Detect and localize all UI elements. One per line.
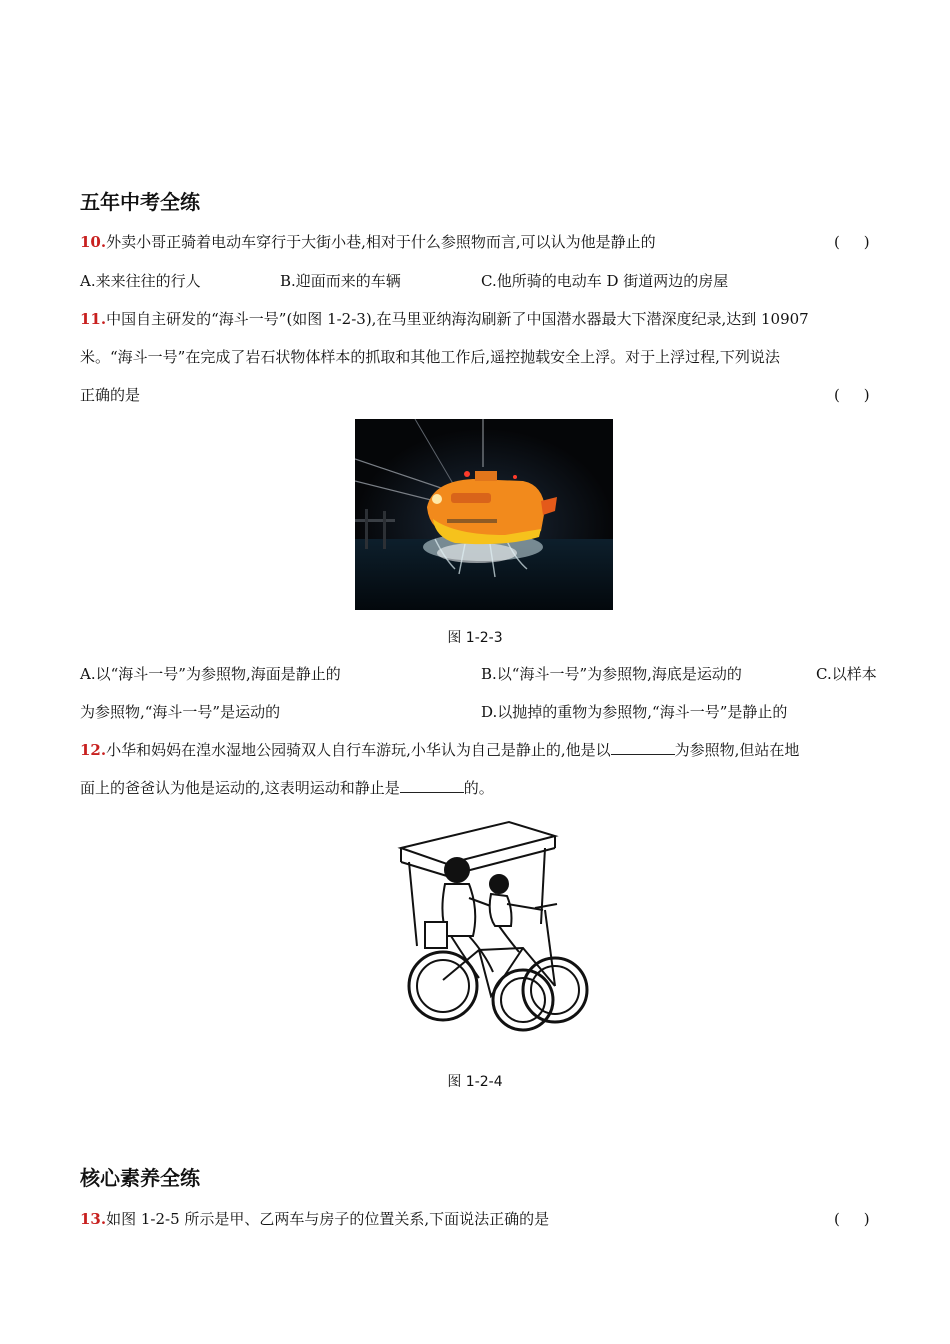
option-c: C.他所骑的电动车 D 街道两边的房屋: [481, 272, 729, 290]
question-text-line2: 米。“海斗一号”在完成了岩石状物体样本的抓取和其他工作后,遥控抛载安全上浮。对于上浮过程,下列说法: [80, 348, 780, 366]
figure-caption-1-2-4: 图 1-2-4: [447, 1074, 503, 1090]
option-a: A.来来往往的行人: [80, 272, 201, 290]
option-d: D.以抛掉的重物为参照物,“海斗一号”是静止的: [481, 703, 788, 721]
question-text: 外卖小哥正骑着电动车穿行于大街小巷,相对于什么参照物而言,可以认为他是静止的: [106, 233, 656, 251]
option-b: B.以“海斗一号”为参照物,海底是运动的: [481, 665, 742, 683]
question-10: [80, 232, 656, 252]
option-c-continued: 为参照物,“海斗一号”是运动的: [80, 703, 281, 721]
section-title-five-year-exam: 五年中考全练: [80, 190, 200, 214]
question-12: [80, 740, 799, 760]
question-13: [80, 1209, 549, 1229]
fill-blank-2[interactable]: [400, 778, 464, 793]
question-text-part4: 的。: [463, 779, 494, 797]
option-b: B.迎面而来的车辆: [280, 272, 401, 290]
question-text-part1: 小华和妈妈在湟水湿地公园骑双人自行车游玩,小华认为自己是静止的,他是以: [106, 741, 611, 759]
question-number: 13.: [80, 1210, 107, 1228]
question-12-line2: [80, 778, 494, 798]
answer-bracket: ( ): [834, 386, 870, 404]
question-number: 11.: [80, 310, 107, 328]
question-text-part2: 为参照物,但站在地: [674, 741, 800, 759]
section-title-core-literacy: 核心素养全练: [80, 1166, 200, 1190]
question-text-part3: 面上的爸爸认为他是运动的,这表明运动和静止是: [80, 779, 400, 797]
figure-caption-1-2-3: 图 1-2-3: [447, 630, 503, 646]
submersible-photo: [355, 419, 613, 610]
question-text-line3: 正确的是: [80, 386, 141, 404]
question-number: 12.: [80, 741, 107, 759]
question-11: [80, 309, 809, 329]
question-text-line1: 中国自主研发的“海斗一号”(如图 1-2-3),在马里亚纳海沟刷新了中国潜水器最大下潜深度纪录,达到 10907: [106, 310, 809, 328]
question-text: 如图 1-2-5 所示是甲、乙两车与房子的位置关系,下面说法正确的是: [106, 1210, 550, 1228]
answer-bracket: ( ): [834, 233, 870, 251]
answer-bracket: ( ): [834, 1210, 870, 1228]
option-c: C.以样本: [816, 665, 877, 683]
option-a: A.以“海斗一号”为参照物,海面是静止的: [80, 665, 341, 683]
tandem-bicycle-illustration: [395, 818, 595, 1038]
fill-blank-1[interactable]: [611, 740, 675, 755]
question-number: 10.: [80, 233, 107, 251]
